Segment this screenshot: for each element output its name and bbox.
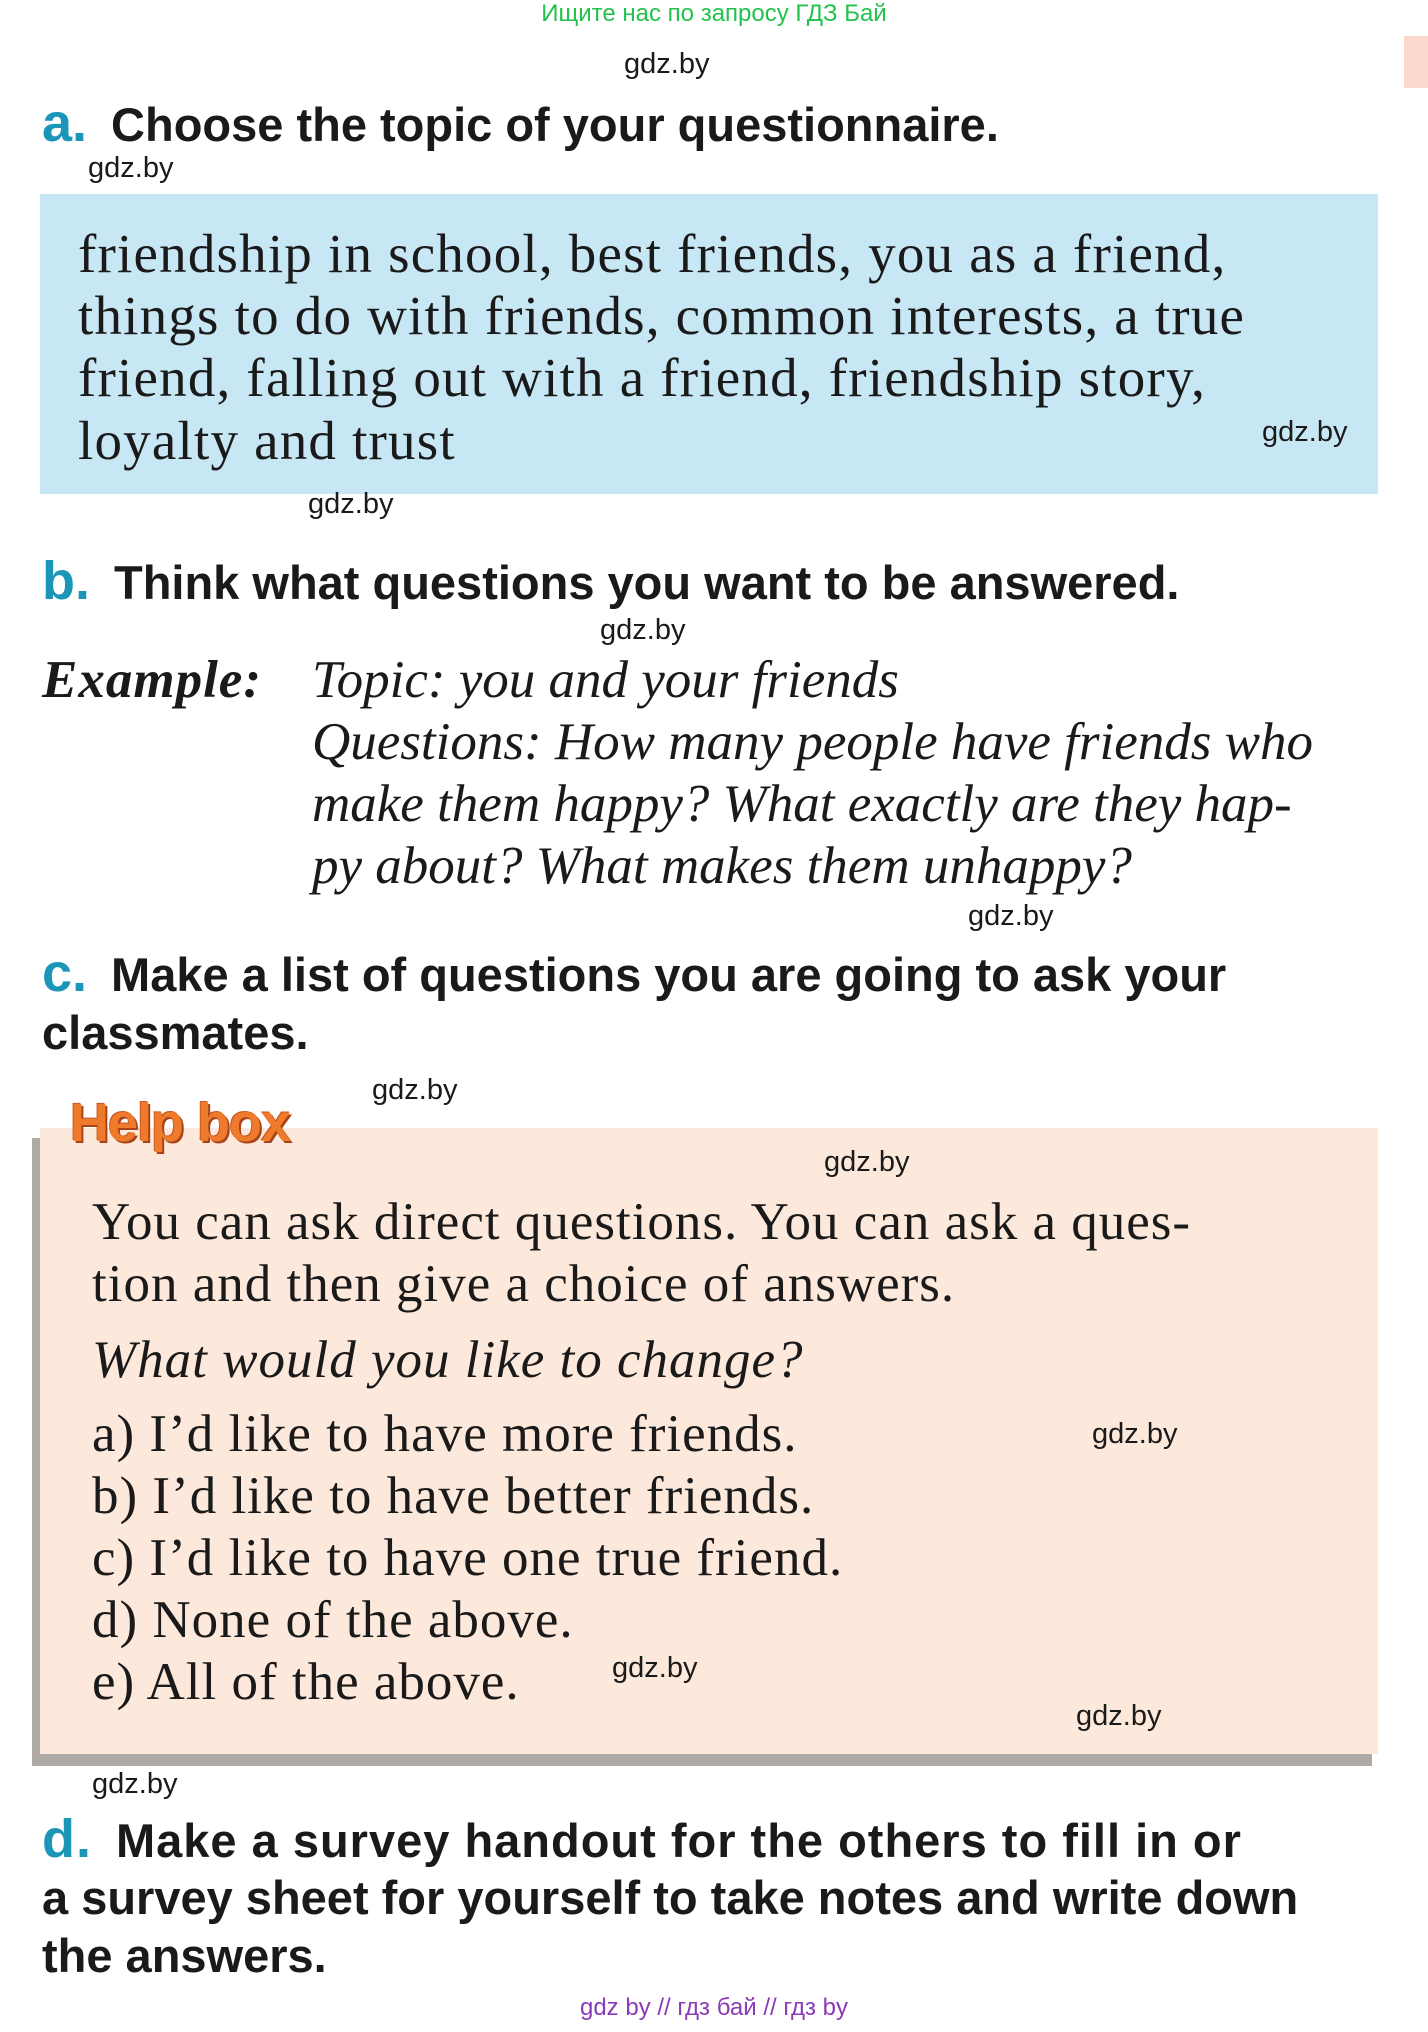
task-text: Think what questions you want to be answered. — [114, 556, 1180, 609]
help-intro-line: You can ask direct questions. You can ask a ques- — [92, 1193, 1192, 1251]
task-text: Choose the topic of your questionnaire. — [111, 98, 999, 151]
task-text: Make a list of questions you are going to ask your — [111, 948, 1227, 1001]
watermark: gdz.by — [92, 1768, 178, 1800]
help-intro-line: tion and then give a choice of answers. — [92, 1255, 956, 1313]
help-option: c) I’d like to have one true friend. — [92, 1529, 844, 1587]
watermark: gdz.by — [824, 1146, 910, 1178]
watermark: gdz.by — [308, 488, 394, 520]
task-text: Make a survey handout for the others to fill in or — [116, 1814, 1242, 1867]
help-option: b) I’d like to have better friends. — [92, 1467, 815, 1525]
watermark: gdz.by — [88, 152, 174, 184]
task-text: classmates. — [42, 1006, 309, 1059]
help-question: What would you like to change? — [92, 1331, 804, 1389]
example-line: make them happy? What exactly are they hap- — [312, 775, 1292, 833]
task-c — [42, 942, 1226, 1004]
task-text: the answers. — [42, 1929, 327, 1982]
watermark: gdz.by — [612, 1652, 698, 1684]
side-tab — [1404, 36, 1428, 88]
watermark: gdz.by — [600, 614, 686, 646]
task-letter: d. — [42, 1809, 92, 1869]
watermark: gdz.by — [372, 1074, 458, 1106]
example-line: py about? What makes them unhappy? — [312, 837, 1132, 895]
watermark: gdz.by — [1262, 416, 1348, 448]
topic-line: friend, falling out with a friend, friendship story, — [78, 347, 1207, 408]
watermark: gdz.by — [1076, 1700, 1162, 1732]
example-line: Topic: you and your friends — [312, 651, 899, 709]
top-banner-link[interactable]: Ищите нас по запросу ГДЗ Бай — [541, 0, 887, 27]
topic-line: friendship in school, best friends, you as a friend, — [78, 223, 1227, 284]
task-text: a survey sheet for yourself to take notes and write down — [42, 1871, 1299, 1924]
example-label: Example: — [42, 651, 262, 709]
footer-links[interactable]: gdz by // гдз бай // гдз by — [579, 1994, 849, 2021]
task-a — [42, 92, 999, 154]
topic-line: things to do with friends, common interests, a true — [78, 285, 1246, 346]
help-option: a) I’d like to have more friends. — [92, 1405, 798, 1463]
watermark: gdz.by — [624, 48, 710, 80]
help-box-title: Help box — [70, 1093, 291, 1153]
example-line: Questions: How many people have friends who — [312, 713, 1313, 771]
task-letter: a. — [42, 93, 88, 153]
topic-line: loyalty and trust — [78, 410, 456, 471]
watermark: gdz.by — [968, 900, 1054, 932]
task-d — [42, 1808, 1242, 1870]
watermark: gdz.by — [1092, 1418, 1178, 1450]
help-option: e) All of the above. — [92, 1653, 520, 1711]
help-option: d) None of the above. — [92, 1591, 574, 1649]
task-letter: b. — [42, 551, 90, 611]
task-letter: c. — [42, 943, 88, 1003]
task-b — [42, 550, 1179, 612]
